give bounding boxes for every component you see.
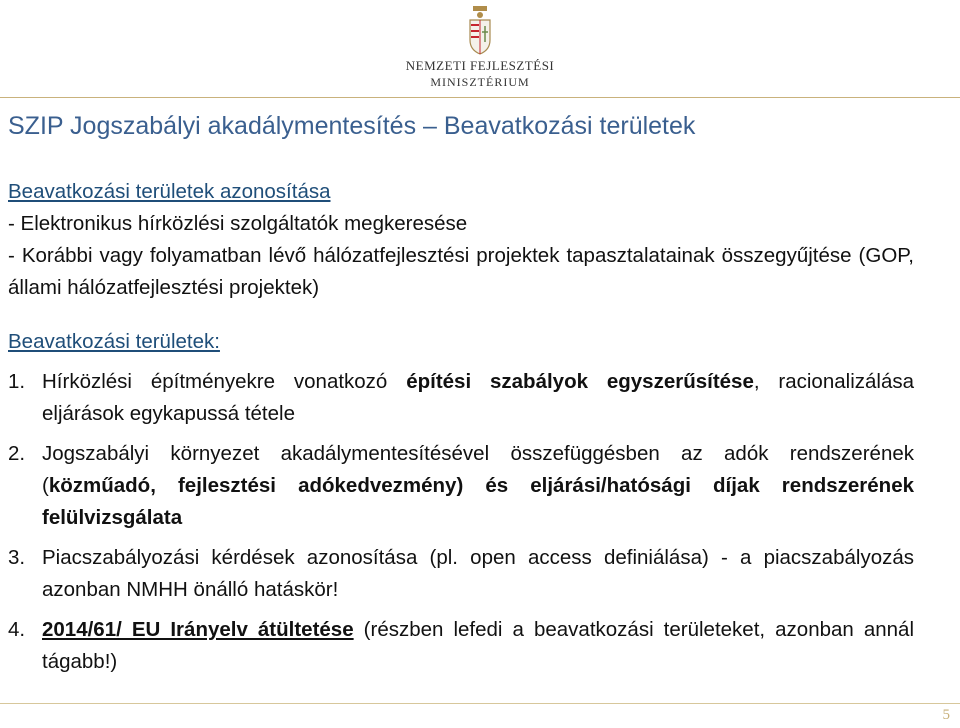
- section1-line-1: - Elektronikus hírközlési szolgáltatók megkeresése: [8, 212, 468, 235]
- list-number: 2.: [8, 442, 26, 465]
- page-number: 5: [942, 707, 950, 723]
- list-item-1: 1. Hírközlési építményekre vonatkozó építési szabályok egyszerűsítése, racionalizálása eljárások egykapussá tétele: [8, 366, 914, 430]
- ministry-logo: [390, 6, 570, 96]
- list-item-3: 3. Piacszabályozási kérdések azonosítása (pl. open access definiálása) - a piacszabályozás azonban NMHH önálló hatáskör!: [8, 542, 914, 606]
- list-item-2: 2. Jogszabályi környezet akadálymentesítésével összefüggésben az adók rendszerének (közműadó, fejlesztési adókedvezmény) és eljárási/hatósági díjak rendszerének felülvizsgálata: [8, 438, 914, 534]
- logo-line1: NEMZETI FEJLESZTÉSI: [405, 58, 555, 73]
- list-item-4: 4. 2014/61/ EU Irányelv átültetése (részben lefedi a beavatkozási területeket, azonban annál tágabb!): [8, 614, 914, 678]
- footer-rule: [0, 703, 960, 704]
- logo-line2: MINISZTÉRIUM: [430, 75, 530, 89]
- slide-title: SZIP Jogszabályi akadálymentesítés – Beavatkozási területek: [8, 112, 696, 140]
- header-rule: [0, 97, 960, 98]
- coat-of-arms-icon: [467, 6, 493, 56]
- section1-line-2: - Korábbi vagy folyamatban lévő hálózatfejlesztési projektek tapasztalatainak összegyűjtése (GOP, állami hálózatfejlesztési projektek): [8, 244, 914, 299]
- section1-heading: Beavatkozási területek azonosítása: [8, 180, 331, 203]
- slide-body: [8, 176, 914, 678]
- list-number: 3.: [8, 546, 26, 569]
- section2-heading: Beavatkozási területek:: [8, 330, 220, 353]
- list-number: 4.: [8, 618, 26, 641]
- list-number: 1.: [8, 370, 26, 393]
